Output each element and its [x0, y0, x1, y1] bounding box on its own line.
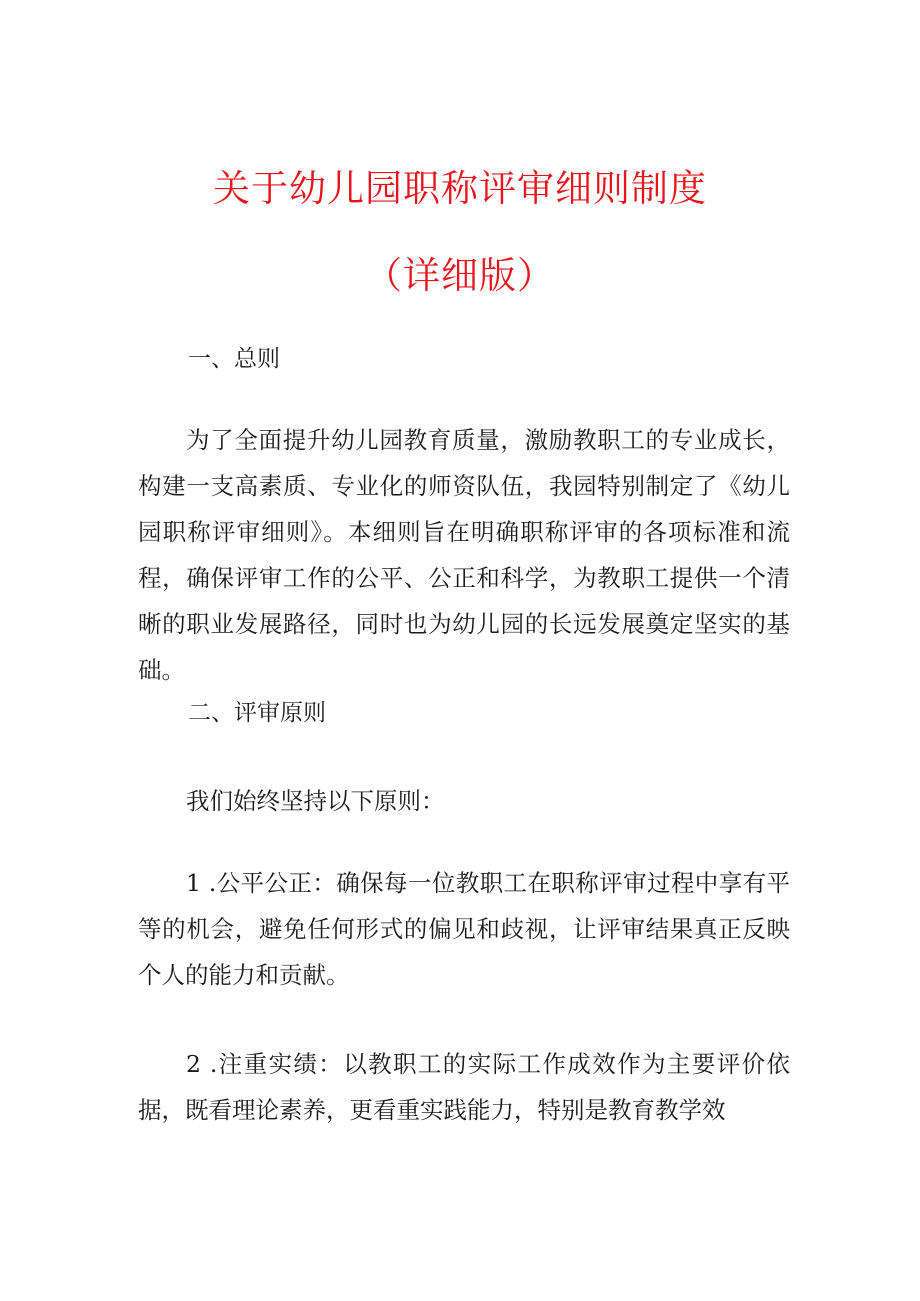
paragraph-general-intro: 为了全面提升幼儿园教育质量，激励教职工的专业成长，构建一支高素质、专业化的师资队伍，我园特别制定了《幼儿园职称评审细则》。本细则旨在明确职称评审的各项标准和流程，确保评审工作的公平、公正和科学，为教职工提供一个清晰的职业发展路径，同时也为幼儿园的长远发展奠定坚实的基础。: [138, 426, 790, 684]
document-subtitle: （详细版）: [365, 254, 555, 297]
document-title: 关于幼儿园职称评审细则制度: [213, 167, 707, 210]
paragraph-principle-fairness: 1 .公平公正：确保每一位教职工在职称评审过程中享有平等的机会，避免任何形式的偏见和歧视，让评审结果真正反映个人的能力和贡献。: [138, 869, 790, 989]
section-heading-general: 一、总则: [188, 346, 280, 372]
paragraph-principle-performance: 2 .注重实绩：以教职工的实际工作成效作为主要评价依据，既看理论素养，更看重实践能力，特别是教育教学效: [138, 1050, 790, 1124]
paragraph-principles-intro: 我们始终坚持以下原则：: [186, 787, 445, 815]
section-heading-principles: 二、评审原则: [188, 700, 326, 726]
